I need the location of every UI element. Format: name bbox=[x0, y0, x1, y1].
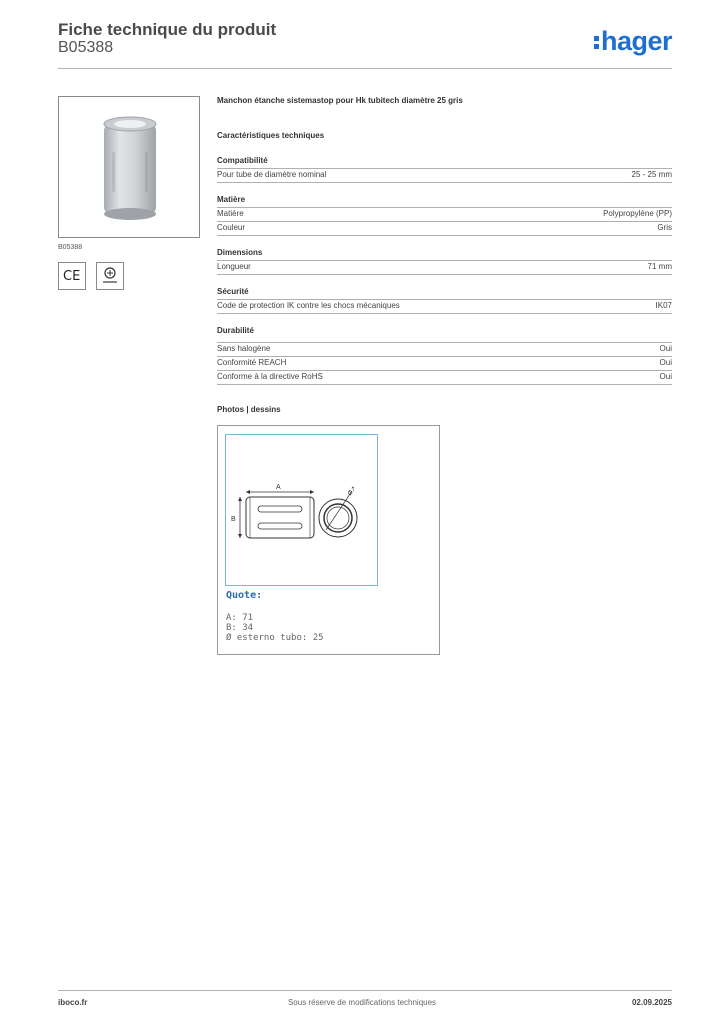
section-title-compatibility: Compatibilité bbox=[217, 156, 268, 165]
spec-row bbox=[217, 221, 672, 235]
dimension-label-b: B bbox=[231, 516, 236, 523]
spec-row bbox=[217, 370, 672, 384]
product-name: Manchon étanche sistemastop pour Hk tubitech diamètre 25 gris bbox=[217, 96, 463, 105]
spec-heading: Caractéristiques techniques bbox=[217, 131, 325, 140]
dimension-label-a: A bbox=[276, 484, 281, 491]
footer-disclaimer: Sous réserve de modifications techniques bbox=[287, 998, 437, 1007]
spec-label: Code de protection IK contre les chocs mécaniques bbox=[217, 301, 400, 310]
section-title-dimensions: Dimensions bbox=[217, 248, 263, 257]
ce-mark-icon: CE bbox=[58, 262, 86, 290]
halogen-free-icon bbox=[96, 262, 124, 290]
product-reference: B05388 bbox=[58, 39, 114, 56]
drawing-panel bbox=[225, 434, 378, 586]
dimension-drawing bbox=[226, 435, 376, 584]
row-divider bbox=[217, 313, 672, 314]
logo-text: hager bbox=[601, 26, 673, 56]
spec-label: Couleur bbox=[217, 223, 246, 232]
row-divider bbox=[217, 274, 672, 275]
footer-date: 02.09.2025 bbox=[631, 998, 672, 1007]
quote-line: A: 71 bbox=[226, 613, 254, 623]
spec-row bbox=[217, 207, 672, 221]
spec-row bbox=[217, 356, 672, 370]
quote-line: B: 34 bbox=[226, 623, 254, 633]
spec-label: Conformité REACH bbox=[217, 358, 287, 367]
product-sleeve-image bbox=[59, 97, 199, 237]
section-title-durability: Durabilité bbox=[217, 326, 254, 335]
section-title-material: Matière bbox=[217, 195, 246, 204]
quote-line: Ø esterno tubo: 25 bbox=[226, 633, 324, 643]
spec-value: Gris bbox=[657, 223, 672, 232]
spec-label: Sans halogène bbox=[217, 344, 271, 353]
spec-value: Oui bbox=[659, 358, 672, 367]
product-image bbox=[58, 96, 200, 238]
brand-logo bbox=[594, 26, 672, 57]
spec-row bbox=[217, 168, 672, 182]
spec-row bbox=[217, 260, 672, 274]
footer-site: iboco.fr bbox=[58, 998, 88, 1007]
header-divider bbox=[58, 68, 672, 69]
photos-heading: Photos | dessins bbox=[217, 405, 281, 414]
row-divider bbox=[217, 182, 672, 183]
spec-label: Pour tube de diamètre nominal bbox=[217, 170, 327, 179]
image-caption: B05388 bbox=[58, 244, 83, 251]
row-divider bbox=[217, 384, 672, 385]
spec-label: Conforme à la directive RoHS bbox=[217, 372, 323, 381]
quote-label: Quote: bbox=[226, 590, 263, 601]
spec-value: 25 - 25 mm bbox=[631, 170, 672, 179]
footer-divider bbox=[58, 990, 672, 991]
row-divider bbox=[217, 235, 672, 236]
spec-value: 71 mm bbox=[647, 262, 672, 271]
page-title: Fiche technique du produit bbox=[58, 20, 277, 39]
section-title-safety: Sécurité bbox=[217, 287, 249, 296]
dimension-label-diameter: Ø↗ bbox=[347, 485, 358, 497]
spec-row bbox=[217, 299, 672, 313]
spec-value: Oui bbox=[659, 344, 672, 353]
spec-label: Longueur bbox=[217, 262, 251, 271]
spec-label: Matière bbox=[217, 209, 244, 218]
spec-value: Polypropylène (PP) bbox=[603, 209, 672, 218]
spec-row bbox=[217, 342, 672, 356]
spec-value: IK07 bbox=[655, 301, 672, 310]
logo-dots-icon bbox=[594, 32, 600, 50]
spec-value: Oui bbox=[659, 372, 672, 381]
